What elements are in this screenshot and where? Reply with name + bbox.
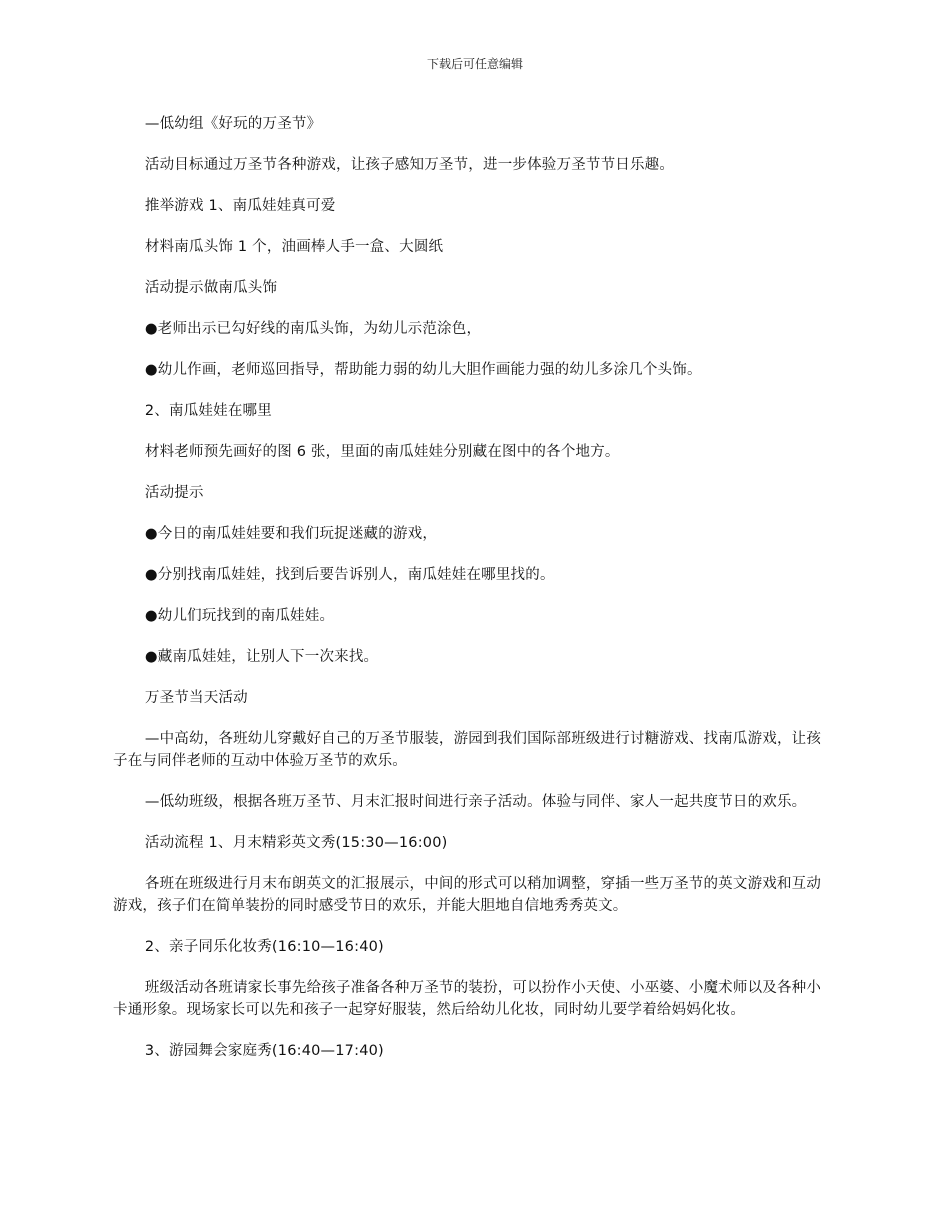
game-2-materials: 材料老师预先画好的图 6 张，里面的南瓜娃娃分别藏在图中的各个地方。 (144, 444, 620, 460)
low-group-paragraph: —低幼班级，根据各班万圣节、月末汇报时间进行亲子活动。体验与同伴、家人一起共度节日的欢乐。 (144, 794, 807, 810)
bullet-item: ●今日的南瓜娃娃要和我们玩捉迷藏的游戏， (144, 526, 438, 542)
bullet-item: ●幼儿们玩找到的南瓜娃娃。 (144, 608, 335, 624)
game-1-tips-title: 活动提示做南瓜头饰 (144, 280, 278, 296)
bullet-item: ●分别找南瓜娃娃，找到后要告诉别人，南瓜娃娃在哪里找的。 (144, 567, 555, 583)
page-header-note: 下载后可任意编辑 (426, 57, 523, 71)
activity-goal: 活动目标通过万圣节各种游戏，让孩子感知万圣节，进一步体验万圣节节日乐趣。 (144, 157, 675, 173)
bullet-item: ●藏南瓜娃娃，让别人下一次来找。 (144, 649, 379, 665)
bullet-item: ●老师出示已勾好线的南瓜头饰，为幼儿示范涂色， (144, 321, 482, 337)
process-step-3-title: 3、游园舞会家庭秀(16:40—17:40) (144, 1043, 384, 1059)
section-heading-low-group: —低幼组《好玩的万圣节》 (144, 116, 322, 132)
halloween-day-heading: 万圣节当天活动 (144, 690, 248, 706)
game-1-title: 推举游戏 1、南瓜娃娃真可爱 (144, 198, 336, 214)
process-step-1-body: 各班在班级进行月末布朗英文的汇报展示，中间的形式可以稍加调整，穿插一些万圣节的英文游戏和互动游戏，孩子们在简单装扮的同时感受节日的欢乐，并能大胆地自信地秀秀英文。 (113, 876, 822, 914)
process-step-1-title: 活动流程 1、月末精彩英文秀(15:30—16:00) (144, 835, 448, 851)
document-body (113, 113, 833, 1081)
mid-high-group-paragraph: —中高幼，各班幼儿穿戴好自己的万圣节服装，游园到我们国际部班级进行讨糖游戏、找南瓜游戏，让孩子在与同伴老师的互动中体验万圣节的欢乐。 (113, 731, 822, 769)
process-step-2-title: 2、亲子同乐化妆秀(16:10—16:40) (144, 939, 384, 955)
bullet-item: ●幼儿作画，老师巡回指导，帮助能力弱的幼儿大胆作画能力强的幼儿多涂几个头饰。 (144, 362, 702, 378)
game-2-tips-title: 活动提示 (144, 485, 204, 501)
game-2-title: 2、南瓜娃娃在哪里 (144, 403, 272, 419)
game-1-materials: 材料南瓜头饰 1 个，油画棒人手一盒、大圆纸 (144, 239, 444, 255)
process-step-2-body: 班级活动各班请家长事先给孩子准备各种万圣节的装扮，可以扮作小天使、小巫婆、小魔术师以及各种小卡通形象。现场家长可以先和孩子一起穿好服装，然后给幼儿化妆，同时幼儿要学着给妈妈化妆。 (113, 980, 822, 1018)
